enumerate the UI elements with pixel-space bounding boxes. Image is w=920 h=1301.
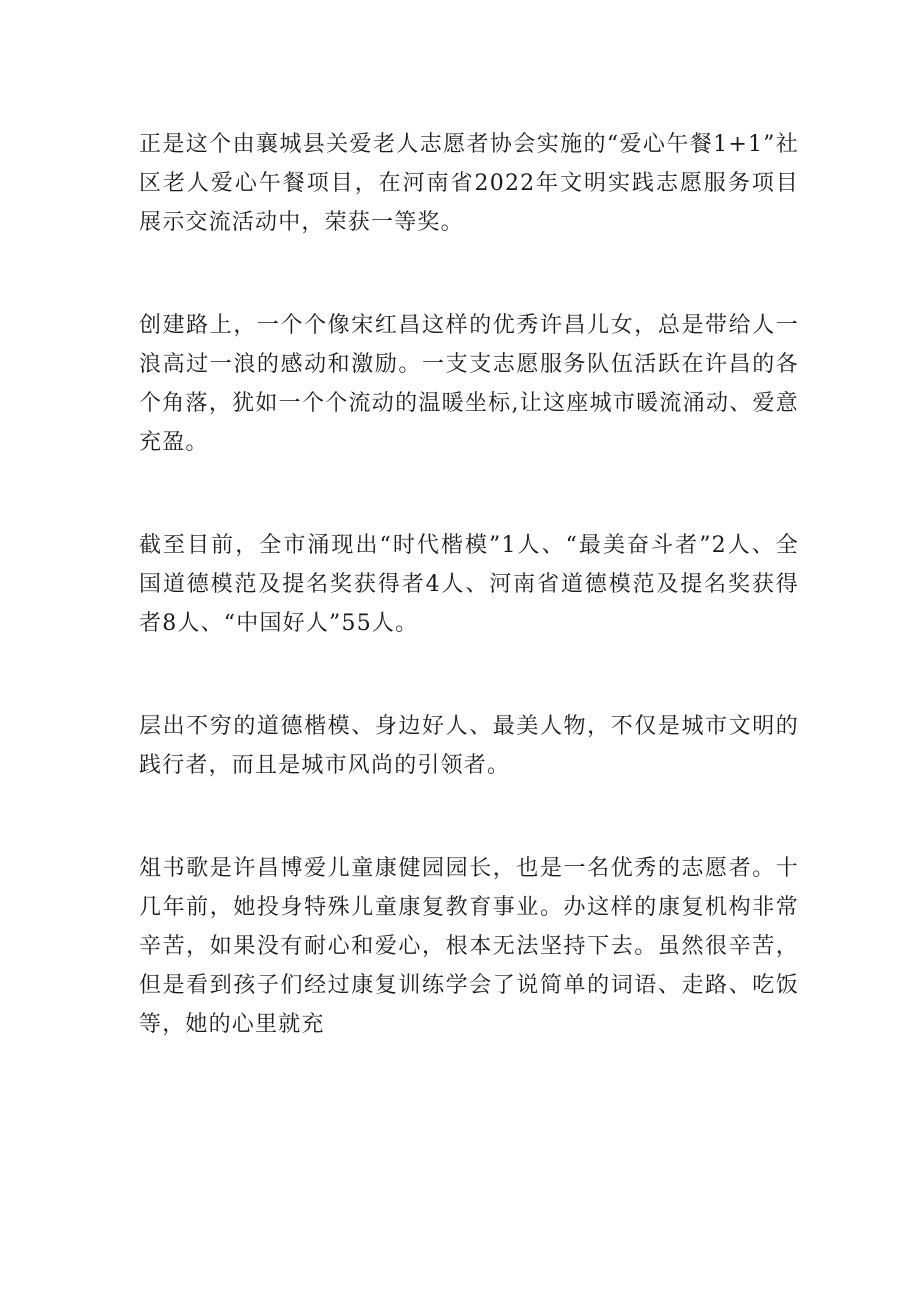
paragraph-moral-exemplars: 层出不穷的道德楷模、身边好人、最美人物，不仅是城市文明的践行者，而且是城市风尚的引领者。 (139, 714, 799, 778)
paragraph-volunteer-teams: 创建路上，一个个像宋红昌这样的优秀许昌儿女，总是带给人一浪高过一浪的感动和激励。一支支志愿服务队伍活跃在许昌的各个角落，犹如一个个流动的温暖坐标,让这座城市暖流涌动、爱意充盈。 (139, 313, 799, 455)
paragraph-role-models-count: 截至目前，全市涌现出“时代楷模”1人、“最美奋斗者”2人、全国道德模范及提名奖获得者4人、河南省道德模范及提名奖获得者8人、“中国好人”55人。 (139, 533, 799, 636)
paragraph-project-award: 正是这个由襄城县关爱老人志愿者协会实施的“爱心午餐1+1”社区老人爱心午餐项目，在河南省2022年文明实践志愿服务项目展示交流活动中，荣获一等奖。 (139, 132, 799, 235)
paragraph-zu-shuge-story: 俎书歌是许昌博爱儿童康健园园长，也是一名优秀的志愿者。十几年前，她投身特殊儿童康复教育事业。办这样的康复机构非常辛苦，如果没有耐心和爱心，根本无法坚持下去。虽然很辛苦，但是看到孩子们经过康复训练学会了说简单的词语、走路、吃饭等，她的心里就充 (139, 856, 799, 1037)
document-body (139, 125, 799, 1044)
